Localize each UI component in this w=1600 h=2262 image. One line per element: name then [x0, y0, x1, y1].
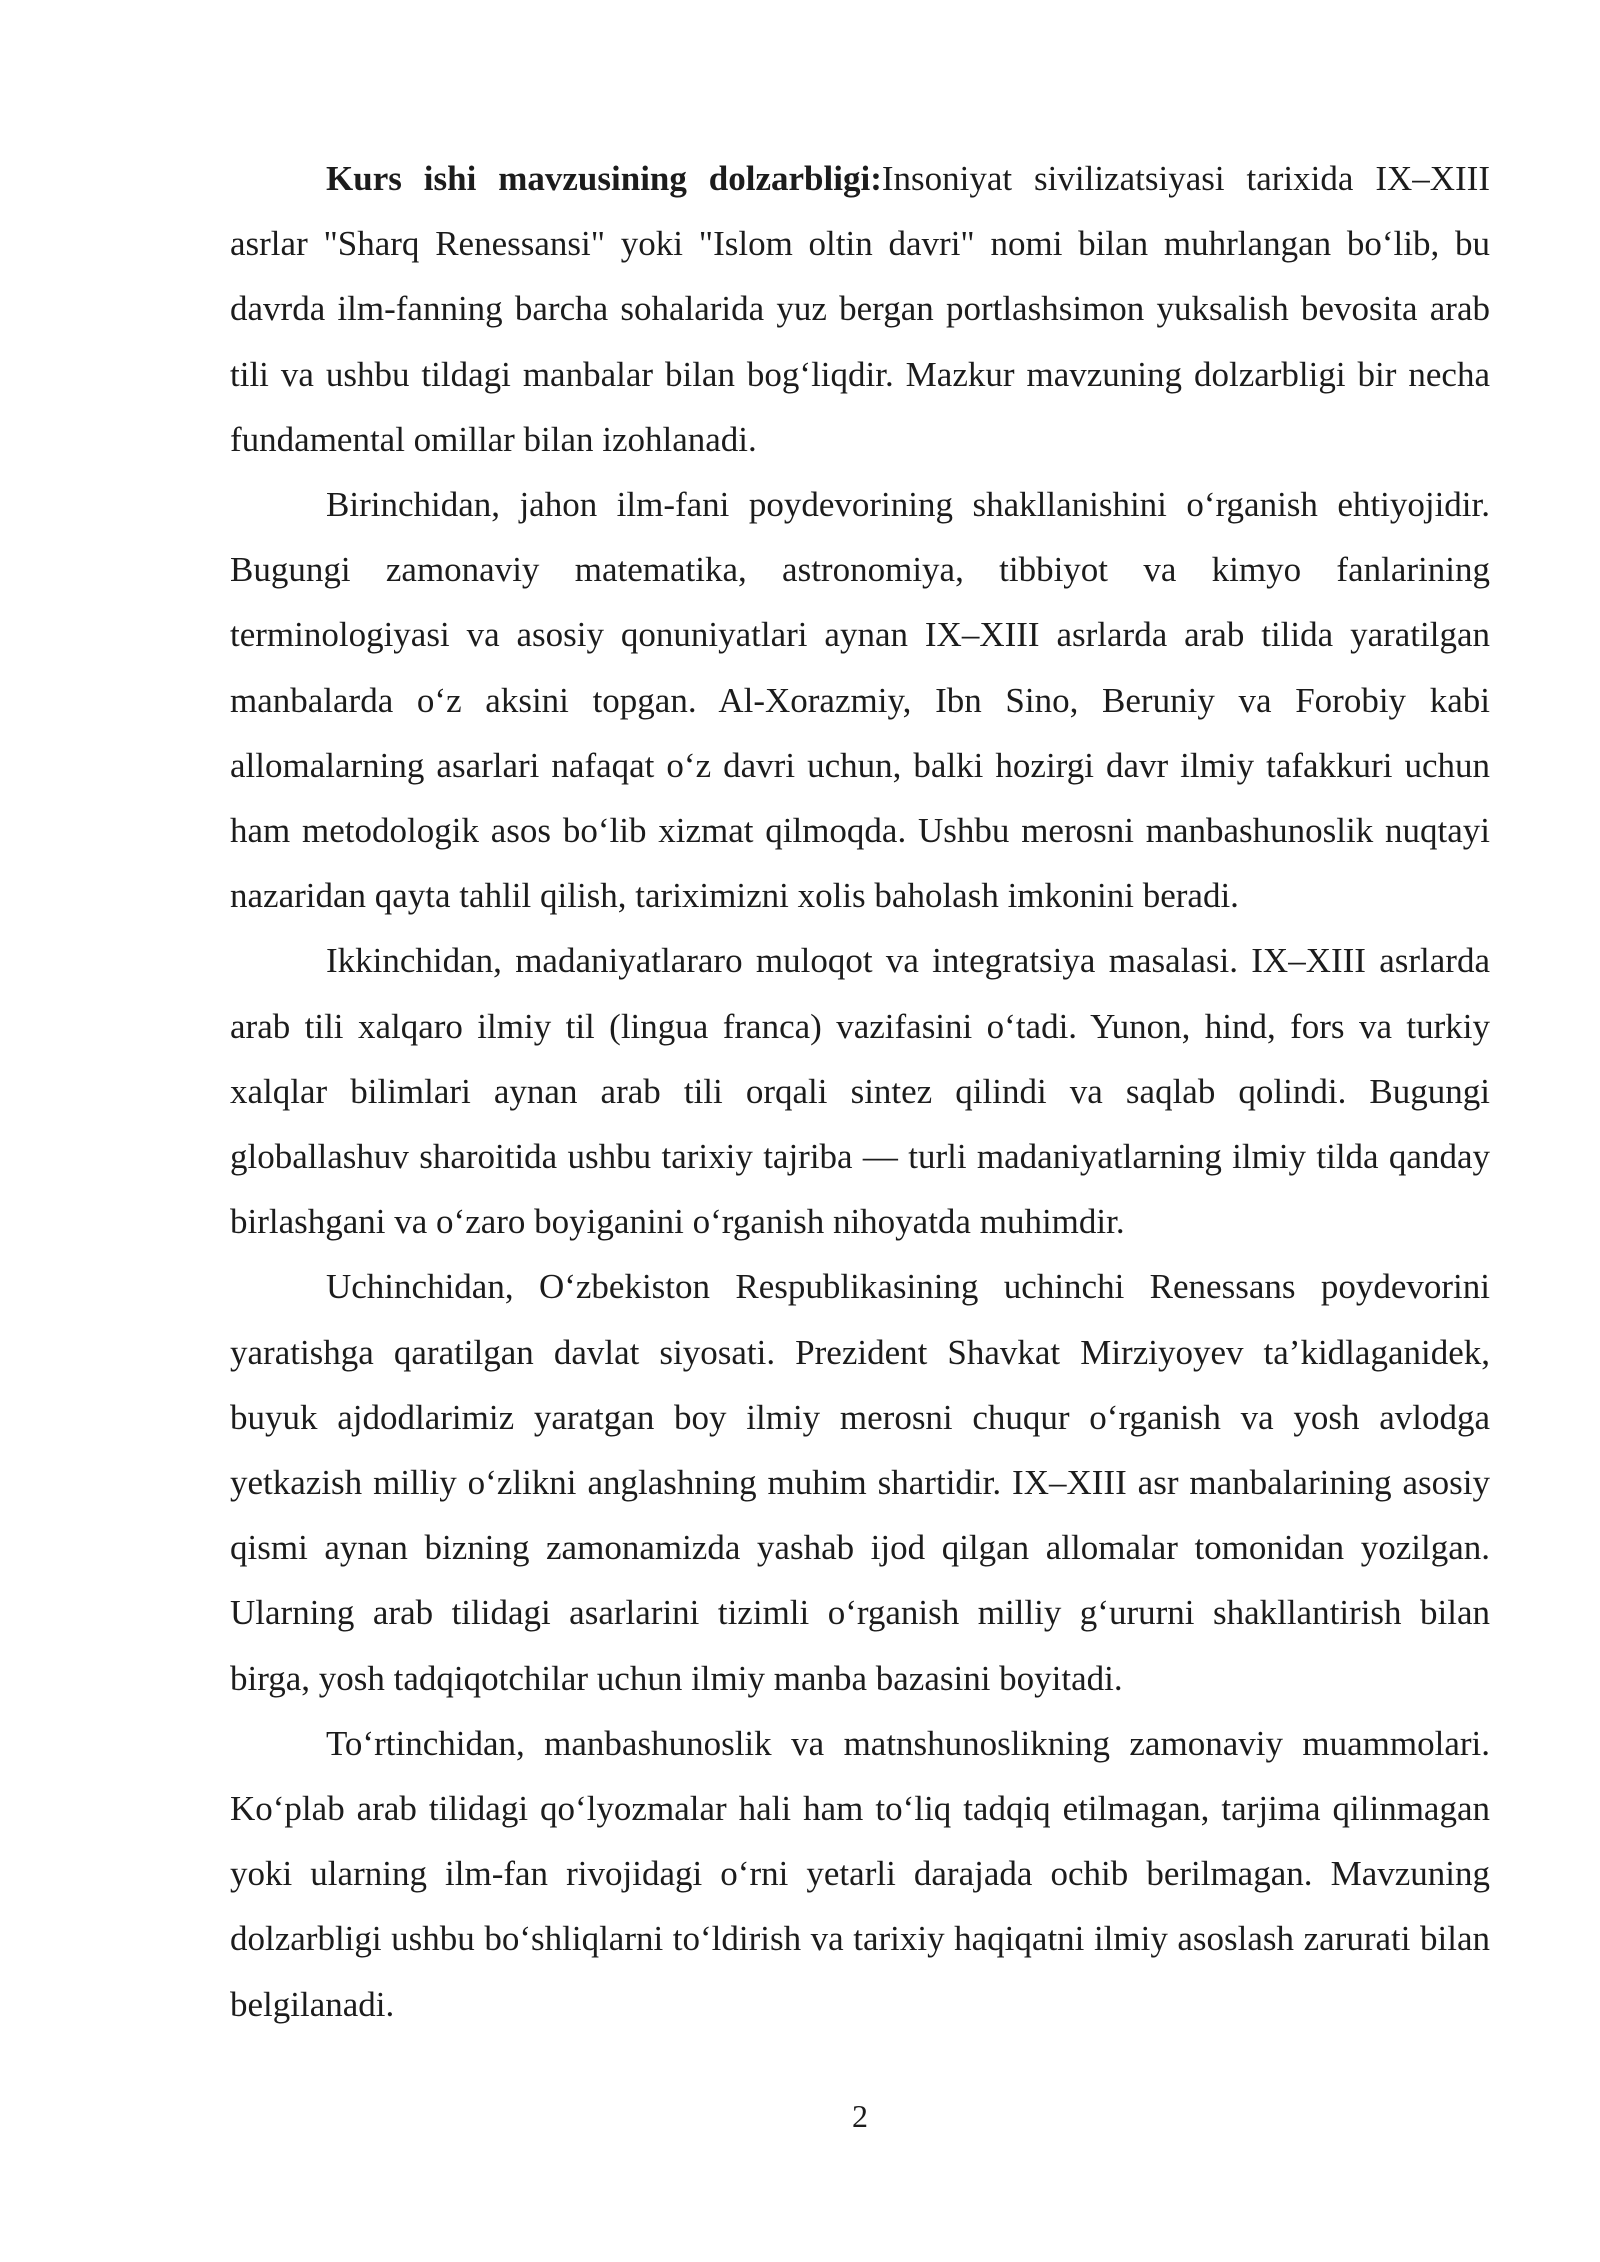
- paragraph-fourth-reason: To‘rtinchidan, manbashunoslik va matnshunoslikning zamonaviy muammolari. Ko‘plab arab tilidagi qo‘lyozmalar hali ham to‘liq tadqiq etilmagan, tarjima qilinmagan yoki ularning ilm-fan rivojidagi o‘rni yetarli darajada ochib berilmagan. Mavzuning dolzarbligi ushbu bo‘shliqlarni to‘ldirish va tarixiy haqiqatni ilmiy asoslash zarurati bilan belgilanadi.: [230, 1723, 1490, 2024]
- paragraph-relevance: [230, 146, 1490, 472]
- paragraph-third-reason: Uchinchidan, O‘zbekiston Respublikasining uchinchi Renessans poydevorini yaratishga qaratilgan davlat siyosati. Prezident Shavkat Mirziyoyev ta’kidlaganidek, buyuk ajdodlarimiz yaratgan boy ilmiy merosni chuqur o‘rganish va yosh avlodga yetkazish milliy o‘zlikni anglashning muhim shartidir. IX–XIII asr manbalarining asosiy qismi aynan bizning zamonamizda yashab ijod qilgan allomalar tomonidan yozilgan. Ularning arab tilidagi asarlarini tizimli o‘rganish milliy g‘ururni shakllantirish bilan birga, yosh tadqiqotchilar uchun ilmiy manba bazasini boyitadi.: [230, 1267, 1490, 1698]
- paragraph-second-reason: Ikkinchidan, madaniyatlararo muloqot va integratsiya masalasi. IX–XIII asrlarda arab tili xalqaro ilmiy til (lingua franca) vazifasini o‘tadi. Yunon, hind, fors va turkiy xalqlar bilimlari aynan arab tili orqali sintez qilindi va saqlab qolindi. Bugungi globallashuv sharoitida ushbu tarixiy tajriba — turli madaniyatlarning ilmiy tilda qanday birlashgani va o‘zaro boyiganini o‘rganish nihoyatda muhimdir.: [230, 941, 1490, 1242]
- page-number: 2: [852, 2098, 868, 2134]
- paragraph-first-reason: Birinchidan, jahon ilm-fani poydevorining shakllanishini o‘rganish ehtiyojidir. Bugungi zamonaviy matematika, astronomiya, tibbiyot va kimyo fanlarining terminologiyasi va asosiy qonuniyatlari aynan IX–XIII asrlarda arab tilida yaratilgan manbalarda o‘z aksini topgan. Al-Xorazmiy, Ibn Sino, Beruniy va Forobiy kabi allomalarning asarlari nafaqat o‘z davri uchun, balki hozirgi davr ilmiy tafakkuri uchun ham metodologik asos bo‘lib xizmat qilmoqda. Ushbu merosni manbashunoslik nuqtayi nazaridan qayta tahlil qilish, tariximizni xolis baholash imkonini beradi.: [230, 485, 1490, 916]
- body-text: [230, 146, 1490, 2037]
- paragraph-heading: Kurs ishi mavzusining dolzarbligi:: [326, 159, 882, 198]
- paragraph-text: Insoniyat sivilizatsiyasi tarixida IX–XIII asrlar "Sharq Renessansi" yoki "Islom oltin davri" nomi bilan muhrlangan bo‘lib, bu davrda ilm-fanning barcha sohalarida yuz bergan portlashsimon yuksalish bevosita arab tili va ushbu tildagi manbalar bilan bog‘liqdir. Mazkur mavzuning dolzarbligi bir necha fundamental omillar bilan izohlanadi.: [230, 159, 1490, 459]
